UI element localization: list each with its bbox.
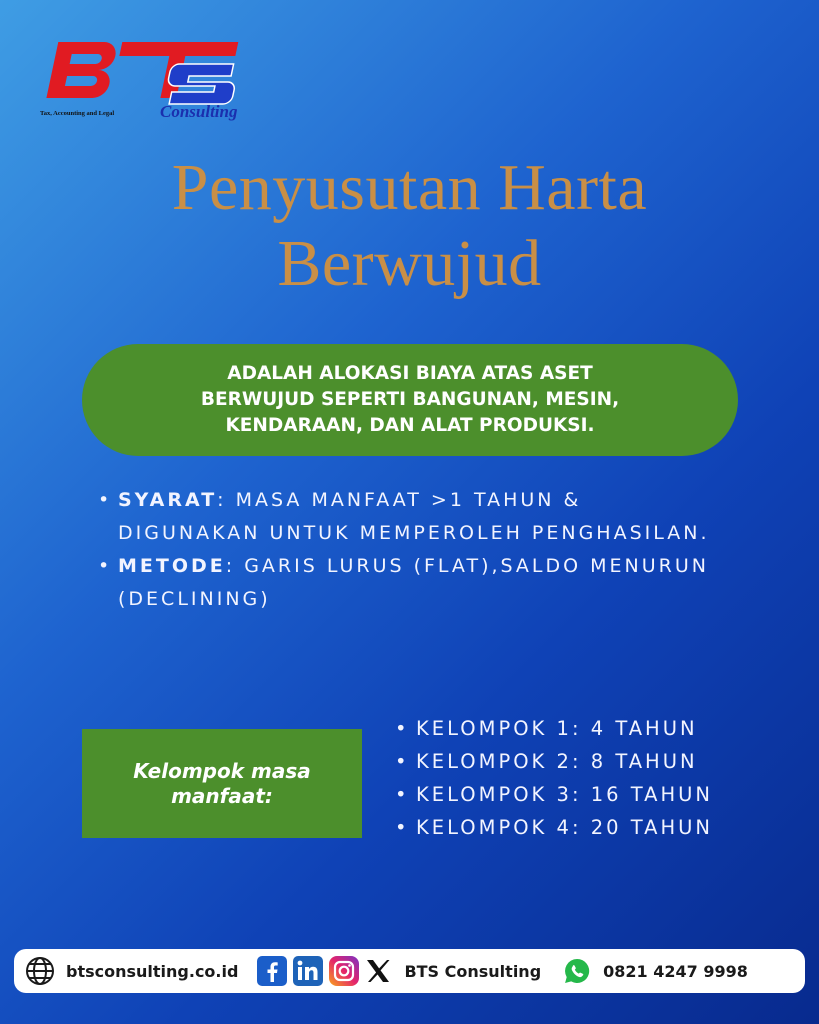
list-item: • KELOMPOK 3: 16 TAHUN bbox=[395, 778, 713, 811]
definition-pill bbox=[82, 344, 738, 456]
point-text: : MASA MANFAAT >1 TAHUN & DIGUNAKAN UNTUK MEMPEROLEH PENGHASILAN. bbox=[118, 489, 710, 544]
definition-text: ADALAH ALOKASI BIAYA ATAS ASET BERWUJUD SEPERTI BANGUNAN, MESIN, KENDARAAN, DAN ALAT PRODUKSI. bbox=[200, 363, 620, 436]
brand-name: BTS Consulting bbox=[404, 961, 542, 981]
title-line-2: Berwujud bbox=[277, 227, 542, 300]
point-text: : GARIS LURUS (FLAT),SALDO MENURUN (DECLINING) bbox=[118, 555, 709, 610]
list-item: • KELOMPOK 1: 4 TAHUN bbox=[395, 712, 713, 745]
facebook-icon[interactable] bbox=[256, 955, 288, 987]
logo-subtitle: Consulting bbox=[160, 102, 238, 121]
kelompok-list bbox=[395, 712, 713, 844]
whatsapp-icon[interactable] bbox=[563, 957, 591, 985]
bts-logo bbox=[36, 34, 246, 129]
kelompok-heading-box bbox=[82, 729, 362, 838]
title-line-1: Penyusutan Harta bbox=[171, 151, 648, 224]
x-icon[interactable] bbox=[364, 957, 392, 985]
kelompok-heading: Kelompok masa manfaat: bbox=[133, 758, 311, 808]
instagram-icon[interactable] bbox=[328, 955, 360, 987]
logo-letters bbox=[36, 34, 246, 110]
point-label: METODE bbox=[118, 555, 226, 577]
list-item-syarat bbox=[98, 484, 718, 550]
website-link[interactable]: btsconsulting.co.id bbox=[66, 961, 239, 981]
point-label: SYARAT bbox=[118, 489, 218, 511]
footer-bar bbox=[14, 949, 805, 993]
list-item-metode bbox=[98, 550, 718, 616]
linkedin-icon[interactable] bbox=[292, 955, 324, 987]
list-item: • KELOMPOK 2: 8 TAHUN bbox=[395, 745, 713, 778]
key-points-list bbox=[98, 484, 718, 616]
list-item: • KELOMPOK 4: 20 TAHUN bbox=[395, 811, 713, 844]
globe-icon bbox=[24, 955, 56, 987]
page-title bbox=[0, 150, 819, 302]
logo-tagline: Tax, Accounting and Legal bbox=[40, 110, 115, 117]
phone-number[interactable]: 0821 4247 9998 bbox=[603, 961, 748, 981]
